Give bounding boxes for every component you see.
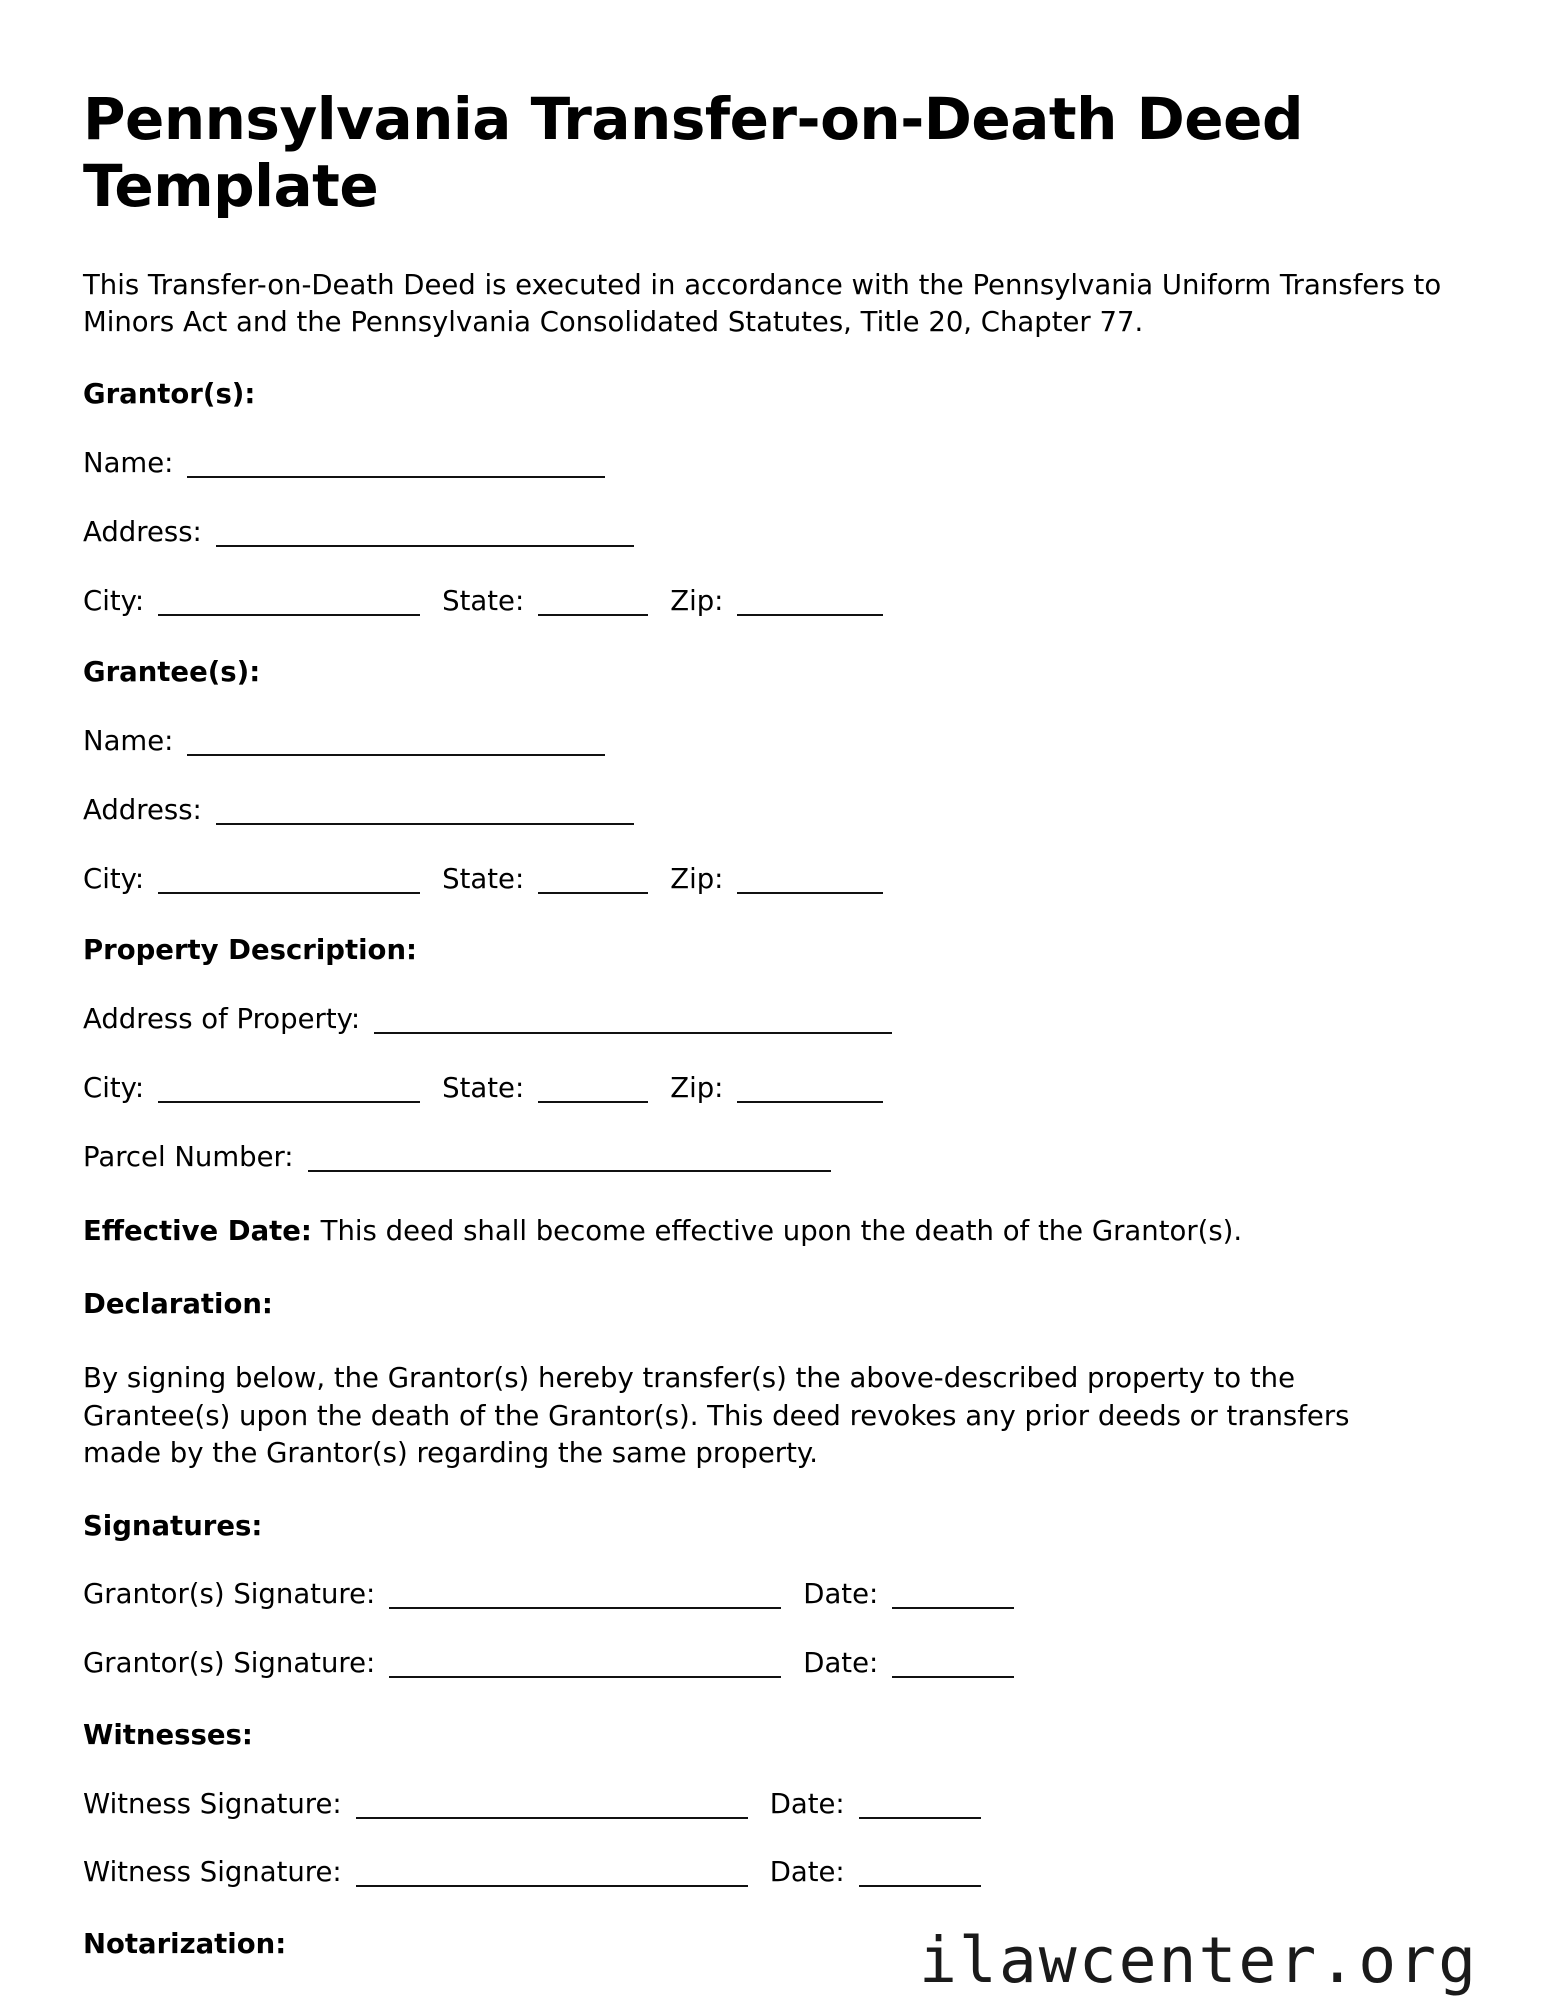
grantor-zip-label: Zip:: [670, 584, 724, 617]
grantor-state-label: State:: [442, 584, 525, 617]
grantee-address-label: Address:: [83, 793, 202, 826]
property-city-input[interactable]: [158, 1100, 420, 1103]
grantor-signature-input-1[interactable]: [389, 1606, 781, 1609]
property-zip-label: Zip:: [670, 1071, 724, 1104]
grantor-citystatezip-row: [83, 584, 1458, 620]
grantee-citystatezip-row: [83, 862, 1458, 898]
parcel-number-input[interactable]: [308, 1169, 831, 1172]
intro-paragraph: This Transfer-on-Death Deed is executed in accordance with the Pennsylvania Uniform Transfers to Minors Act and the Pennsylvania Consolidated Statutes, Title 20, Chapter 77.: [83, 268, 1442, 338]
property-address-label: Address of Property:: [83, 1003, 361, 1036]
grantor-name-label: Name:: [83, 447, 174, 480]
grantee-state-input[interactable]: [538, 891, 648, 894]
grantor-signature-date-label-1: Date:: [803, 1578, 879, 1611]
property-zip-input[interactable]: [737, 1100, 883, 1103]
property-address-input[interactable]: [374, 1031, 892, 1034]
grantor-name-row: [83, 446, 1458, 482]
grantee-address-row: [83, 793, 1458, 829]
witness-signature-label: Witness Signature:: [83, 1856, 342, 1889]
grantor-signature-date-label-2: Date:: [803, 1647, 879, 1680]
witness-signature-row-1: [83, 1787, 1458, 1823]
grantee-name-label: Name:: [83, 725, 174, 758]
grantee-zip-label: Zip:: [670, 862, 724, 895]
parcel-number-label: Parcel Number:: [83, 1140, 294, 1173]
grantor-address-input[interactable]: [216, 544, 634, 547]
grantee-address-input[interactable]: [216, 822, 634, 825]
effective-date-text: This deed shall become effective upon the death of the Grantor(s).: [320, 1215, 1243, 1248]
section-heading-signatures: Signatures:: [83, 1509, 263, 1542]
grantor-address-row: [83, 515, 1458, 551]
grantor-signature-row-2: [83, 1646, 1458, 1682]
property-state-label: State:: [442, 1071, 525, 1104]
witness-date-label-2: Date:: [769, 1856, 845, 1889]
section-heading-property-description: Property Description:: [83, 934, 418, 967]
property-city-label: City:: [83, 1071, 145, 1104]
grantor-signature-input-2[interactable]: [389, 1675, 781, 1678]
grantor-signature-label: Grantor(s) Signature:: [83, 1647, 376, 1680]
declaration-paragraph: By signing below, the Grantor(s) hereby transfer(s) the above-described property to the Grantee(s) upon the death of the Grantor(s). This deed revokes any prior deeds or transfers made by the Grantor(s) regarding the same property.: [83, 1362, 1350, 1470]
section-heading-declaration: Declaration:: [83, 1287, 273, 1320]
grantor-address-label: Address:: [83, 515, 202, 548]
grantee-city-input[interactable]: [158, 891, 420, 894]
grantee-state-label: State:: [442, 862, 525, 895]
grantor-signature-date-input-2[interactable]: [892, 1675, 1014, 1678]
witness-signature-input-1[interactable]: [356, 1816, 748, 1819]
grantor-city-label: City:: [83, 584, 145, 617]
section-heading-witnesses: Witnesses:: [83, 1718, 253, 1751]
grantee-city-label: City:: [83, 862, 145, 895]
page-title: Pennsylvania Transfer-on-Death Deed Template: [83, 85, 1303, 221]
witness-signature-input-2[interactable]: [356, 1884, 748, 1887]
grantee-name-row: [83, 724, 1458, 760]
grantor-name-input[interactable]: [187, 475, 605, 478]
grantor-signature-date-input-1[interactable]: [892, 1606, 1014, 1609]
property-address-row: [83, 1002, 1458, 1038]
site-watermark: ilawcenter.org: [918, 1924, 1478, 1997]
effective-date-paragraph: [83, 1213, 1428, 1250]
grantor-signature-label: Grantor(s) Signature:: [83, 1578, 376, 1611]
grantor-signature-row-1: [83, 1577, 1458, 1613]
property-state-input[interactable]: [538, 1100, 648, 1103]
property-citystatezip-row: [83, 1071, 1458, 1107]
parcel-number-row: [83, 1140, 1458, 1176]
witness-signature-row-2: [83, 1855, 1458, 1891]
grantee-name-input[interactable]: [187, 753, 605, 756]
witness-date-input-2[interactable]: [859, 1884, 981, 1887]
effective-date-heading: Effective Date:: [83, 1215, 312, 1248]
grantee-zip-input[interactable]: [737, 891, 883, 894]
section-heading-grantees: Grantee(s):: [83, 656, 261, 689]
section-heading-grantors: Grantor(s):: [83, 378, 256, 411]
grantor-zip-input[interactable]: [737, 613, 883, 616]
witness-date-label-1: Date:: [769, 1787, 845, 1820]
witness-date-input-1[interactable]: [859, 1816, 981, 1819]
witness-signature-label: Witness Signature:: [83, 1787, 342, 1820]
grantor-state-input[interactable]: [538, 613, 648, 616]
section-heading-notarization: Notarization:: [83, 1928, 287, 1961]
grantor-city-input[interactable]: [158, 613, 420, 616]
